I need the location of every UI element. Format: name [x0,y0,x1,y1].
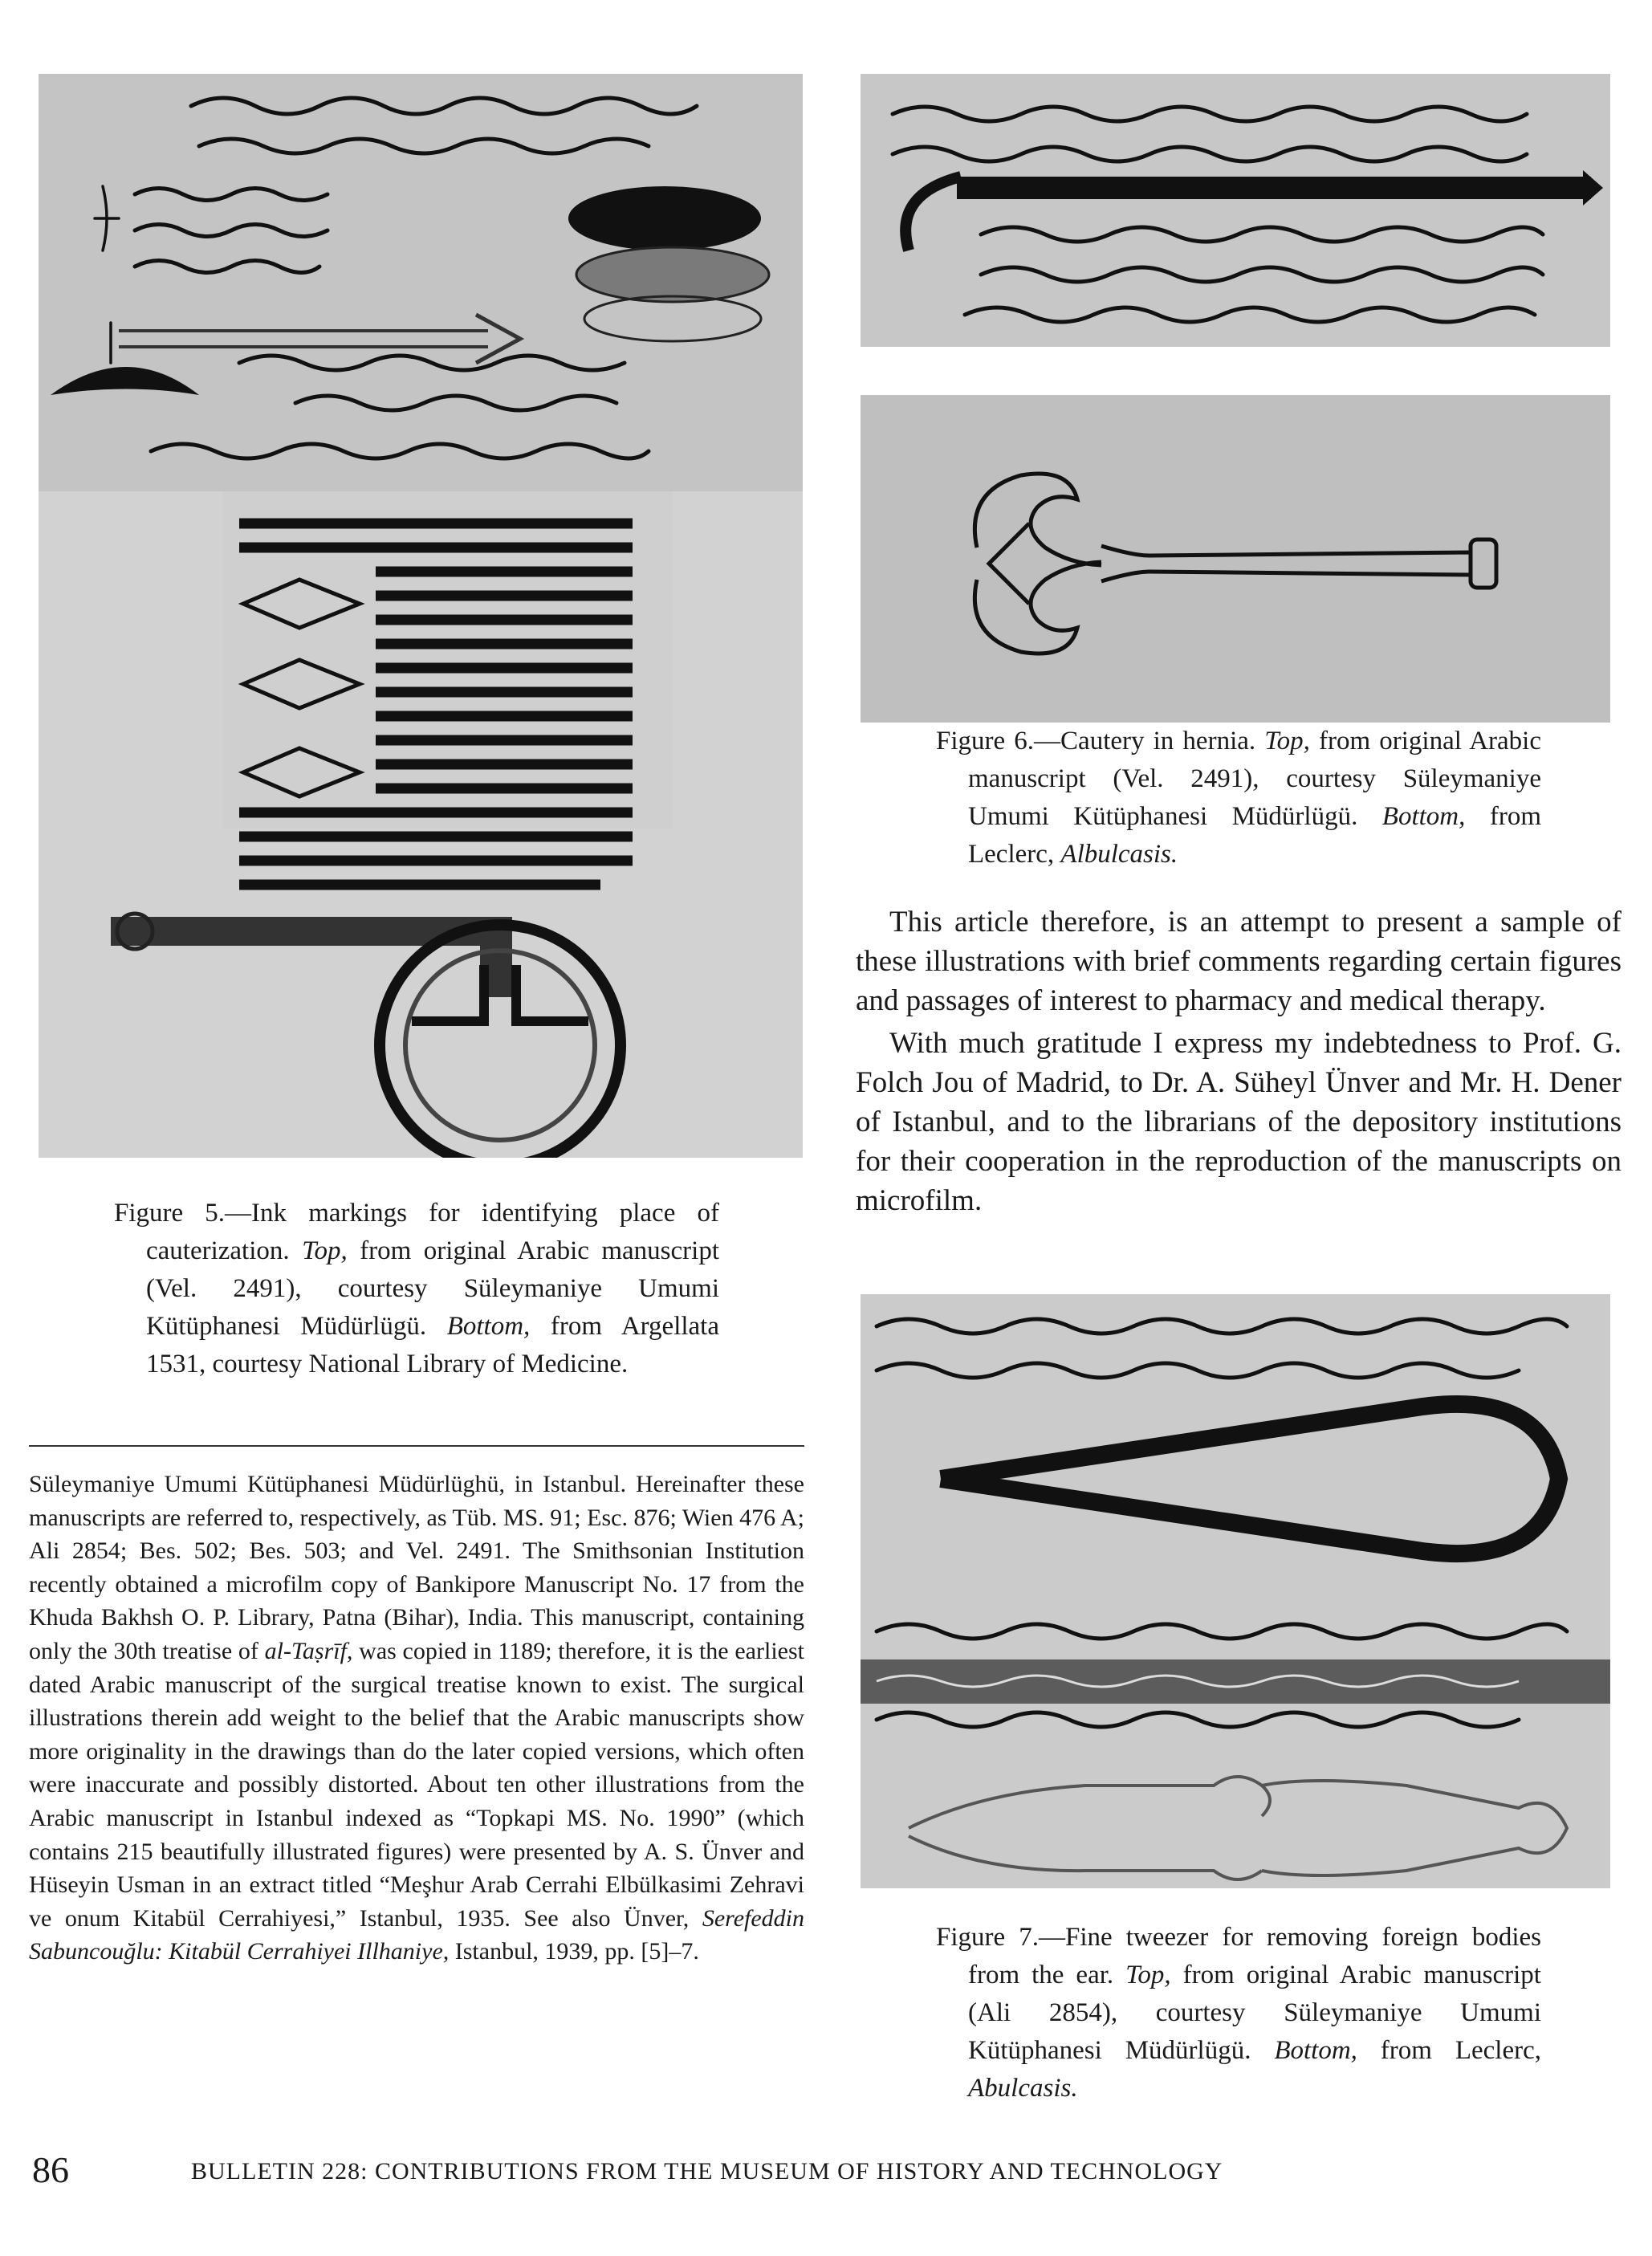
figure-5-caption-courtesy: from Argellata 1531, courtesy National Library of Medicine. [146,1312,719,1378]
footnote [29,1468,804,1969]
figure-6-caption-from: from Leclerc, [968,802,1541,869]
figure-7-caption [936,1919,1541,2107]
figure-7-caption-lead: Figure 7.—Fine tweezer for removing foreign bodies from the ear. [936,1923,1541,1989]
footnote-text-a: Süleymaniye Umumi Kütüphanesi Müdürlüghü, in Istanbul. Hereinafter these manuscripts are referred to, respectively, as Tüb. MS. 91; Esc. 876; Wien 476 A; Ali 2854; Bes. 502; Bes. 503; and Vel. 2491. The Smithsonian Institution recently obtained a microfilm copy of Bankipore Manuscript No. 17 from the Khuda Bakhsh O. P. Library, Patna (Bihar), India. This manuscript, containing only the 30th treatise of [29,1471,804,1664]
figure-5-caption-source: from original Arabic manuscript (Vel. 2491), courtesy Süleymaniye Umumi Kütüphanesi Müdürlügü. [146,1236,719,1341]
footnote-text-b: was copied in 1189; therefore, it is the earliest dated Arabic manuscript of the surgical treatise known to exist. The surgical illustrations therein add weight to the belief that the Arabic manuscripts show more originality in the drawings than do the later copied versions, which often were inaccurate and possibly distorted. About ten other illustrations from the Arabic manuscript in Istanbul indexed as “Topkapi MS. No. 1990” (which contains 215 beautifully illustrated figures) were presented by A. S. Ünver and Hüseyin Usman in an extract titled “Meşhur Arab Cerrahi Elbülkasimi Zehravi ve onum Kitabül Cerrahiyesi,” Istanbul, 1935. See also Ünver, [29,1637,804,1932]
figure-7-image [861,1294,1610,1888]
running-title: BULLETIN 228: CONTRIBUTIONS FROM THE MUSEUM OF HISTORY AND TECHNOLOGY [191,2158,1223,2185]
figure-6-illustration [861,74,1610,723]
body-paragraph-2: With much gratitude I express my indebtedness to Prof. G. Folch Jou of Madrid, to Dr. A. Süheyl Ünver and Mr. H. Dener of Istanbul, and to the librarians of the depository institutions for their cooperation in the reproduction of the manuscripts on microfilm. [856,1027,1621,1217]
figure-5-caption-lead: Figure 5.—Ink markings for identifying place of cauterization. [114,1199,719,1265]
footnote-divider [29,1445,804,1447]
figure-7-caption-from: from Leclerc, [1357,2036,1541,2065]
figure-5-image [39,74,803,1158]
figure-6-caption-source: from original Arabic manuscript (Vel. 2491), courtesy Süleymaniye Umumi Kütüphanesi Müdürlügü. [968,727,1541,831]
figure-5-caption-top-label: Top, [302,1236,348,1265]
footnote-title-tasrif: al-Taṣrīf, [264,1637,353,1664]
figure-7-caption-bottom-label: Bottom, [1274,2036,1357,2065]
figure-6-caption [936,723,1541,873]
figure-7-illustration [861,1294,1610,1888]
figure-7-caption-source: from original Arabic manuscript (Ali 2854), courtesy Süleymaniye Umumi Kütüphanesi Müdürlügü. [968,1961,1541,2065]
figure-6-caption-bottom-label: Bottom, [1381,802,1466,831]
figure-6-caption-book-title: Albulcasis. [1060,840,1178,869]
footnote-title-serefeddin: Serefeddin Sabuncouğlu: Kitabül Cerrahiyei Illhaniye, [29,1904,804,1965]
figure-6-caption-top-label: Top, [1264,727,1310,755]
figure-5-caption-bottom-label: Bottom, [446,1312,531,1341]
figure-5-caption [114,1195,719,1383]
body-text [856,902,1621,1224]
figure-7-caption-book-title: Abulcasis. [968,2074,1078,2103]
footnote-text-c: Istanbul, 1939, pp. [5]–7. [449,1938,699,1965]
figure-5-illustration [39,74,803,1158]
figure-6-image [861,74,1610,723]
page-number: 86 [32,2149,69,2190]
figure-7-caption-top-label: Top, [1125,1961,1171,1989]
body-paragraph-1: This article therefore, is an attempt to present a sample of these illustrations with brief comments regarding certain figures and passages of interest to pharmacy and medical therapy. [856,906,1621,1017]
figure-6-caption-lead: Figure 6.—Cautery in hernia. [936,727,1265,755]
